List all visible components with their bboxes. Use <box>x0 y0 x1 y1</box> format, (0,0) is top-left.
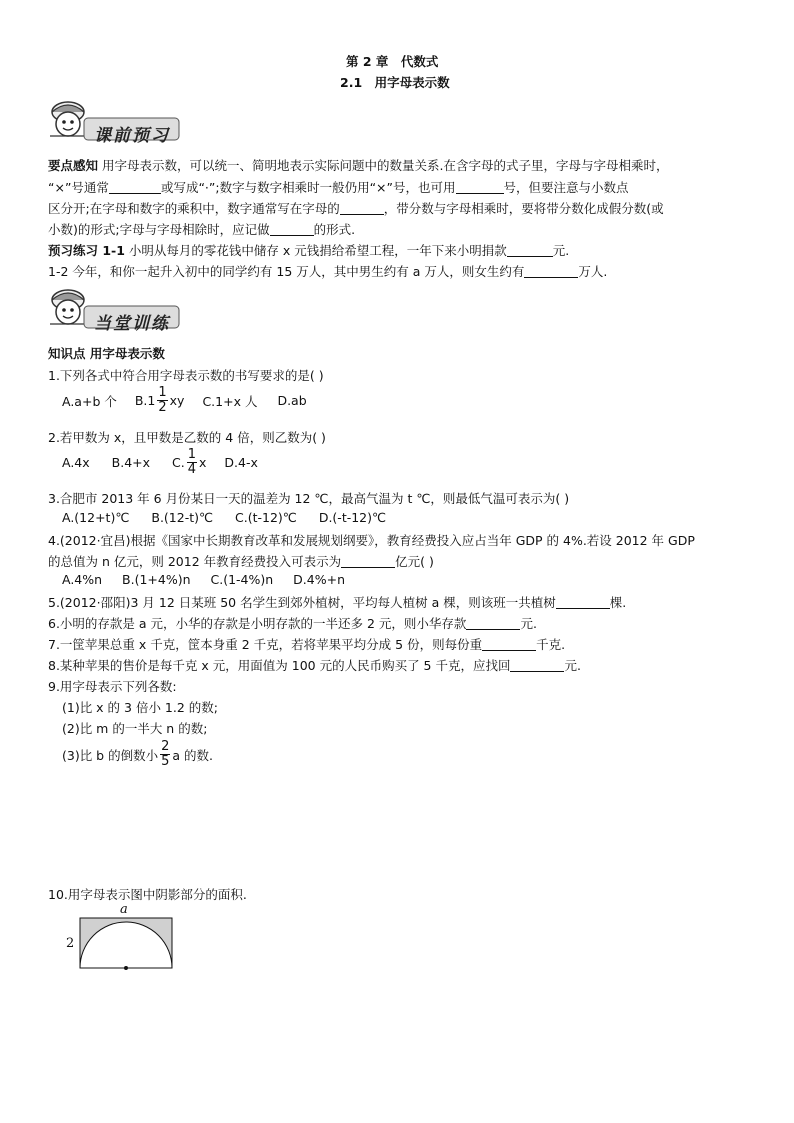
fraction-denominator: 2 <box>158 400 167 415</box>
answer-blank[interactable] <box>456 181 504 194</box>
key-points-text4a: 小数)的形式;字母与字母相除时，应记做 <box>48 222 270 237</box>
figure-label-a: a <box>120 902 128 917</box>
option-d[interactable]: D.(-t-12)℃ <box>318 510 387 525</box>
key-points-text2a: “×”号通常 <box>48 180 109 195</box>
question-8 <box>48 656 581 674</box>
key-points-label: 要点感知 <box>48 158 99 173</box>
answer-blank[interactable] <box>507 244 553 257</box>
question-5 <box>48 593 626 611</box>
question-5-unit: 棵. <box>609 595 627 610</box>
option-b-suffix: xy <box>169 393 185 408</box>
option-a[interactable]: A.4x <box>62 455 90 470</box>
option-c-suffix: x <box>199 455 207 470</box>
classroom-banner-text: 当堂训练 <box>94 314 170 334</box>
key-points-line4 <box>48 220 355 238</box>
chapter-title: 第 2 章 代数式 <box>346 54 439 69</box>
question-1: 1.下列各式中符合用字母表示数的书写要求的是( ) <box>48 368 324 383</box>
key-points-line1 <box>48 156 668 174</box>
answer-blank[interactable] <box>482 638 536 651</box>
answer-blank[interactable] <box>340 202 384 215</box>
key-points-line2 <box>48 178 629 196</box>
exercise-1-2-text: 1-2 今年，和你一起升入初中的同学约有 15 万人，其中男生约有 a 万人，则女生约有 <box>48 264 525 279</box>
fraction-denominator: 4 <box>187 462 197 477</box>
exercise-1-1-label: 预习练习 1-1 <box>48 243 125 258</box>
question-6-text: 6.小明的存款是 a 元，小华的存款是小明存款的一半还多 2 元，则小华存款 <box>48 616 467 631</box>
question-7-text: 7.一筐苹果总重 x 千克，筐本身重 2 千克，若将苹果平均分成 5 份，则每份重 <box>48 637 483 652</box>
option-b[interactable]: B.(12-t)℃ <box>151 510 214 525</box>
exercise-1-2-unit: 万人. <box>578 264 608 279</box>
key-points-text1: 用字母表示数，可以统一、简明地表示实际问题中的数量关系.在含字母的式子里，字母与字母相乘时， <box>102 158 669 173</box>
option-d[interactable]: D.4-x <box>224 455 258 470</box>
question-3: 3.合肥市 2013 年 6 月份某日一天的温差为 12 ℃，最高气温为 t ℃，则最低气温可表示为( ) <box>48 491 570 506</box>
question-8-unit: 元. <box>564 658 581 673</box>
answer-blank[interactable] <box>341 555 395 568</box>
key-points-text3a: 区分开;在字母和数字的乘积中，数字通常写在字母的 <box>48 201 340 216</box>
key-points-text2b: 或写成“·”;数字与数字相乘时一般仍用“×”号，也可用 <box>160 180 456 195</box>
answer-blank[interactable] <box>510 659 564 672</box>
exercise-1-1-unit: 元. <box>552 243 570 258</box>
question-9-part-1: (1)比 x 的 3 倍小 1.2 的数; <box>62 700 218 715</box>
fraction <box>187 448 197 477</box>
key-points-text3b: ，带分数与字母相乘时，要将带分数化成假分数(或 <box>383 201 664 216</box>
question-5-text: 5.(2012·邵阳)3 月 12 日某班 50 名学生到郊外植树，平均每人植树 a 棵，则该班一共植树 <box>48 595 556 610</box>
option-a[interactable]: A.(12+t)℃ <box>62 510 130 525</box>
question-10: 10.用字母表示图中阴影部分的面积. <box>48 887 247 902</box>
classroom-banner <box>44 284 184 334</box>
knowledge-title: 知识点 用字母表示数 <box>48 346 165 361</box>
fraction-numerator: 1 <box>158 385 167 400</box>
question-4-line1: 4.(2012·宜昌)根据《国家中长期教育改革和发展规划纲要》，教育经费投入应占当年 GDP 的 4%.若设 2012 年 GDP <box>48 533 695 548</box>
answer-blank[interactable] <box>109 181 161 194</box>
question-9-part-3 <box>62 740 213 769</box>
option-c[interactable]: C.1+x 人 <box>202 393 258 409</box>
question-2-options <box>62 448 258 477</box>
question-6-unit: 元. <box>520 616 537 631</box>
option-b[interactable]: B.4+x <box>111 455 151 470</box>
section-title: 2.1 用字母表示数 <box>340 75 450 90</box>
option-d[interactable]: D.4%+n <box>293 572 345 587</box>
question-4-line2 <box>48 552 434 570</box>
option-b[interactable]: B.1 <box>134 393 156 408</box>
fraction-numerator: 2 <box>161 739 170 754</box>
preview-banner-text: 课前预习 <box>94 126 170 146</box>
answer-blank[interactable] <box>466 617 520 630</box>
option-c[interactable]: C.(1-4%)n <box>210 572 274 587</box>
question-7-unit: 千克. <box>536 637 566 652</box>
option-d[interactable]: D.ab <box>277 393 307 408</box>
question-9-part-3-suffix: a 的数. <box>172 747 213 763</box>
question-4-options <box>62 572 345 587</box>
question-9: 9.用字母表示下列各数: <box>48 679 177 694</box>
question-9-part-3-text: (3)比 b 的倒数小 <box>62 747 159 763</box>
shaded-area-figure <box>60 904 180 976</box>
fraction <box>160 740 170 769</box>
option-a[interactable]: A.a+b 个 <box>62 393 117 409</box>
option-c[interactable]: C. <box>172 455 185 470</box>
figure-label-2: 2 <box>66 936 75 951</box>
key-points-text4b: 的形式. <box>313 222 356 237</box>
question-1-options <box>62 386 307 415</box>
fraction-numerator: 1 <box>187 447 197 462</box>
preview-banner <box>44 96 184 146</box>
answer-blank[interactable] <box>524 265 578 278</box>
exercise-1-2 <box>48 262 607 280</box>
question-8-text: 8.某种苹果的售价是每千克 x 元，用面值为 100 元的人民币购买了 5 千克，应找回 <box>48 658 511 673</box>
option-a[interactable]: A.4%n <box>62 572 103 587</box>
question-2: 2.若甲数为 x，且甲数是乙数的 4 倍，则乙数为( ) <box>48 430 326 445</box>
question-6 <box>48 614 537 632</box>
exercise-1-1 <box>48 241 569 259</box>
option-b[interactable]: B.(1+4%)n <box>122 572 191 587</box>
question-9-part-2: (2)比 m 的一半大 n 的数; <box>62 721 208 736</box>
key-points-text2c: 号，但要注意与小数点 <box>503 180 629 195</box>
key-points-line3 <box>48 199 664 217</box>
answer-blank[interactable] <box>270 223 314 236</box>
option-c[interactable]: C.(t-12)℃ <box>235 510 297 525</box>
question-4-tail: 亿元( ) <box>395 554 434 569</box>
answer-blank[interactable] <box>556 596 610 609</box>
question-7 <box>48 635 565 653</box>
exercise-1-1-text: 小明从每月的零花钱中储存 x 元钱捐给希望工程，一年下来小明捐款 <box>128 243 507 258</box>
question-3-options <box>62 510 386 525</box>
question-4-text: 的总值为 n 亿元，则 2012 年教育经费投入可表示为 <box>48 554 342 569</box>
fraction-denominator: 5 <box>161 754 170 769</box>
fraction <box>157 386 167 415</box>
